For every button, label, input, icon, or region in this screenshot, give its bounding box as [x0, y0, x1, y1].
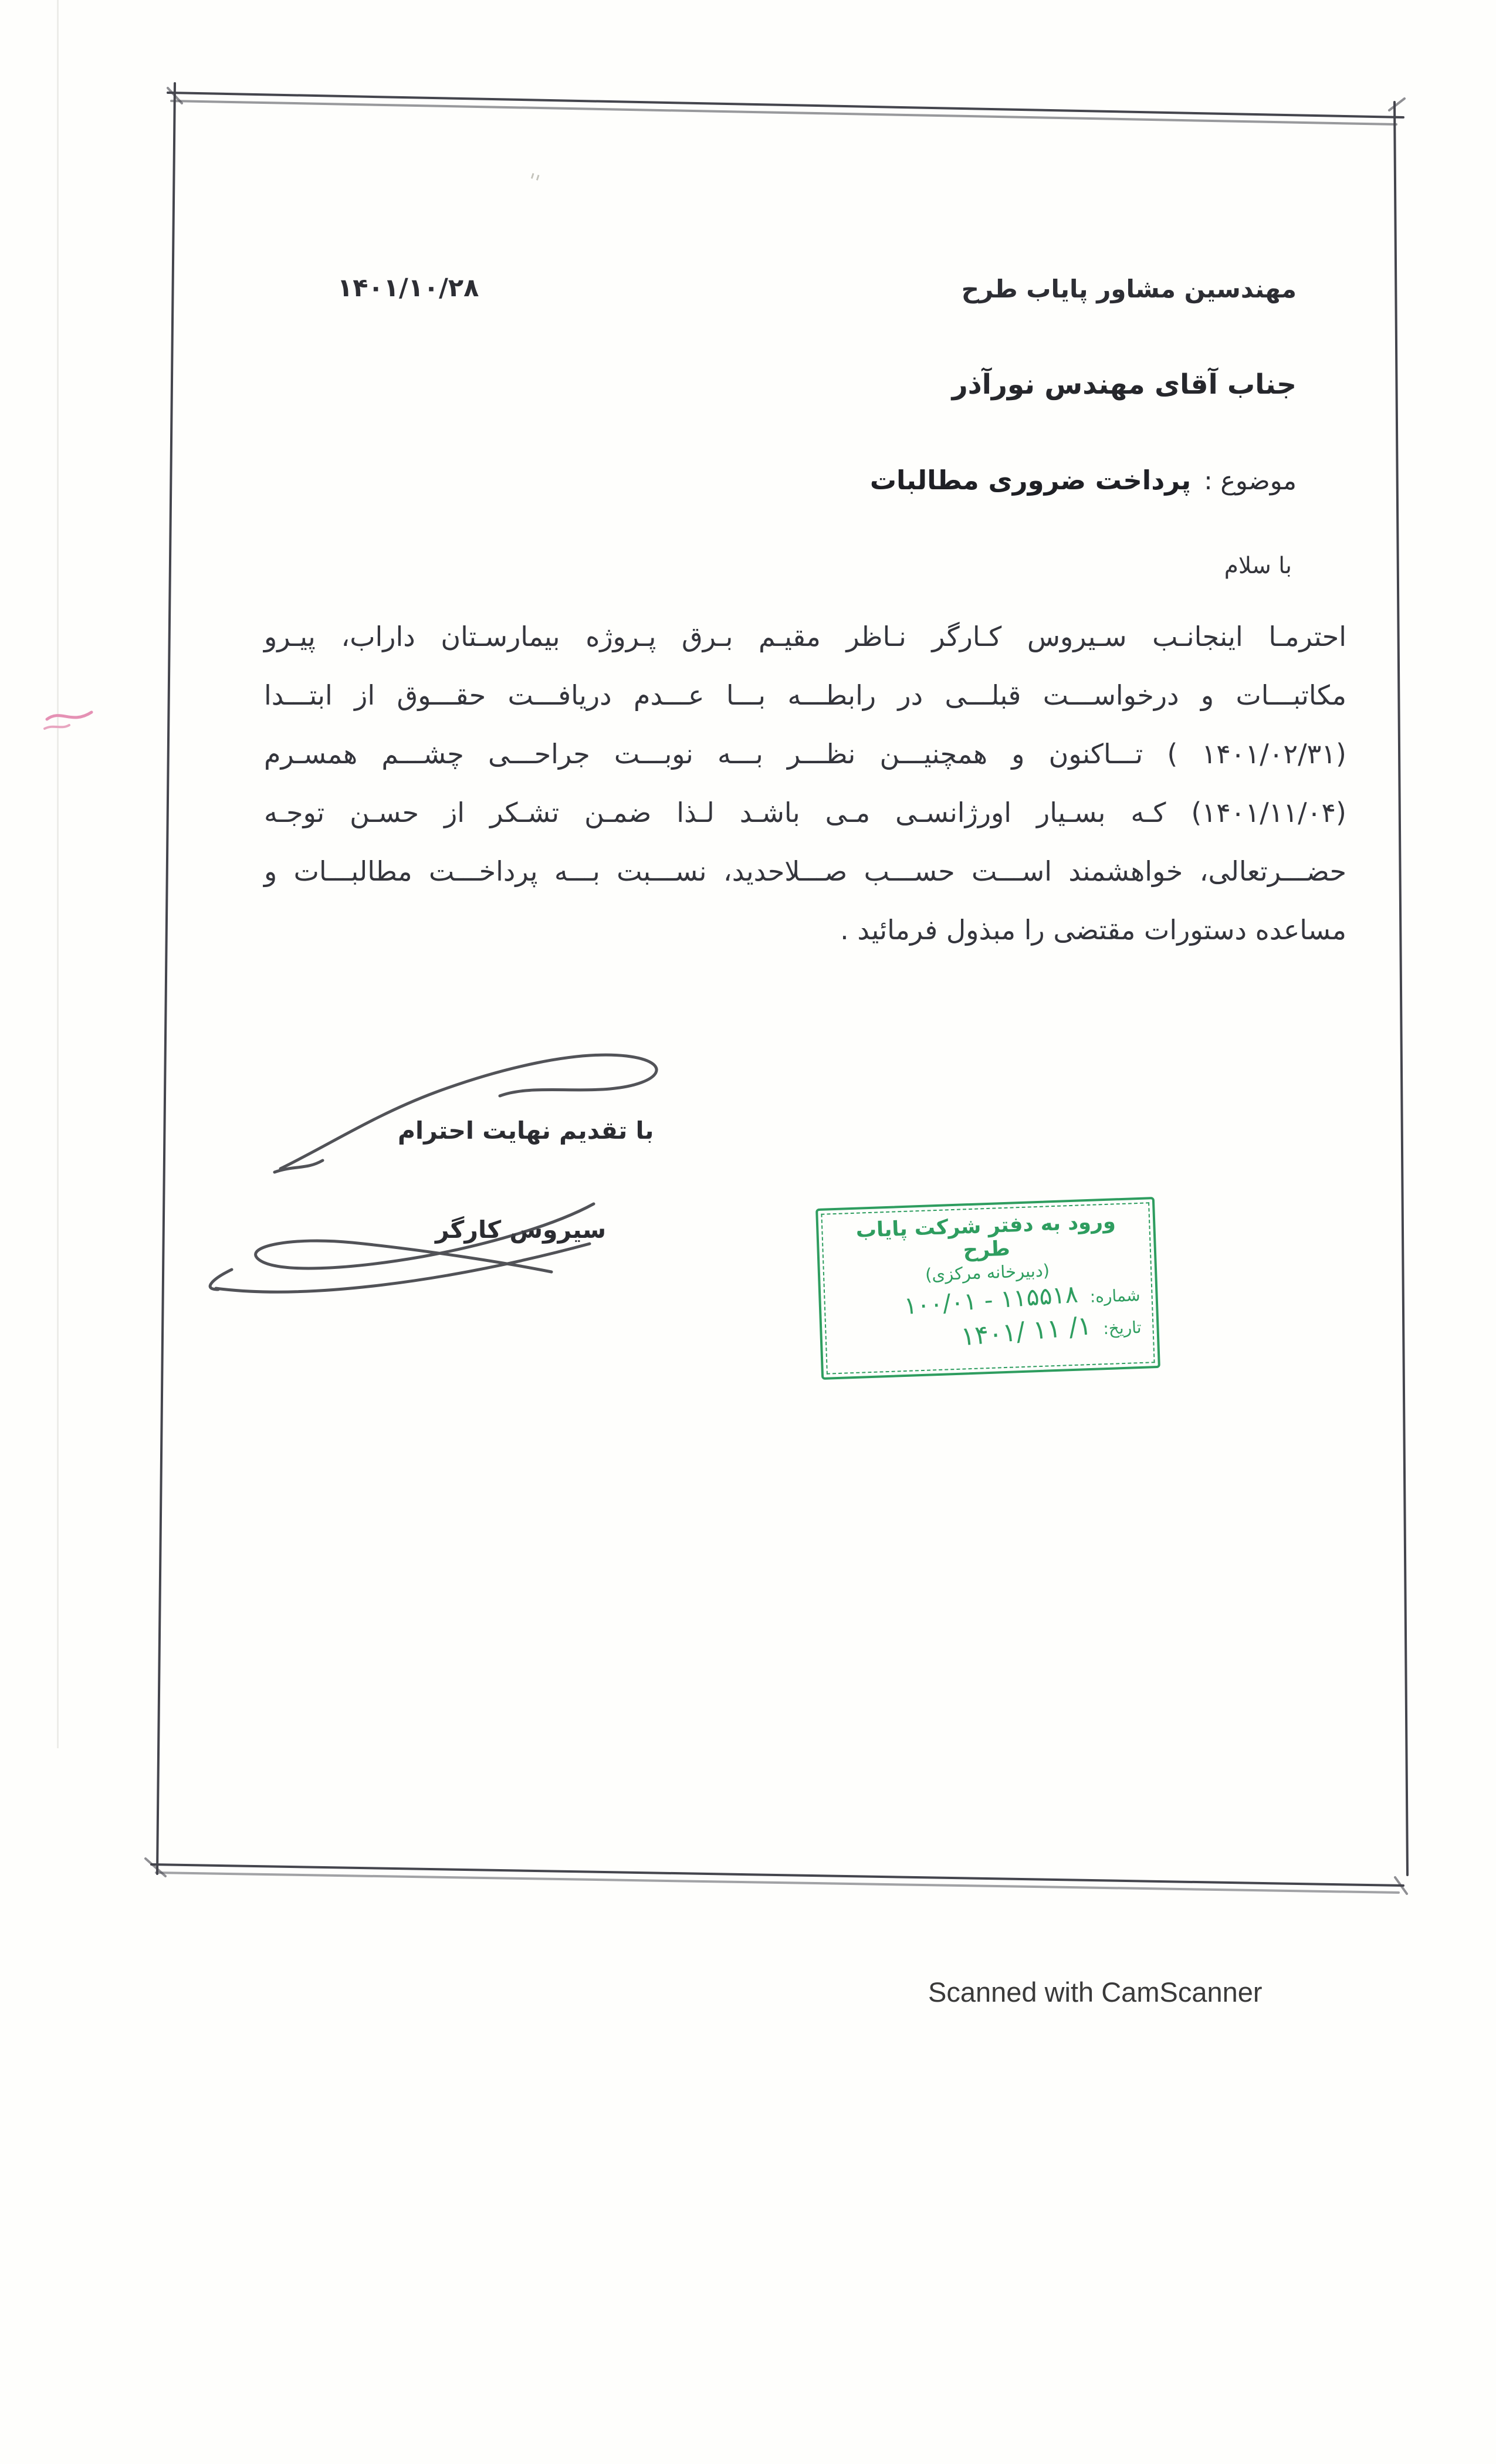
- body-line: حضـــرتعالی، خواهشمند اســـت حســـب صـــلاحدید، نســـبت بـــه پرداخـــت مطالبـــات و: [264, 855, 1346, 887]
- camscanner-watermark: Scanned with CamScanner: [928, 1976, 1263, 2008]
- subject-value: پرداخت ضروری مطالبات: [869, 465, 1192, 496]
- salutation: با سلام: [1224, 553, 1292, 579]
- stamp-title: ورود به دفتر شرکت پایاب طرح: [855, 1210, 1116, 1263]
- recipient-line: جناب آقای مهندس نورآذر: [952, 368, 1297, 401]
- subject-label: موضوع :: [1204, 466, 1297, 496]
- stamp-subtitle: (دبیرخانه مرکزی): [925, 1260, 1050, 1285]
- scan-stray-marks: '': [524, 169, 543, 195]
- stamp-date-label: تاریخ:: [1102, 1317, 1142, 1339]
- body-line: احترمـا اینجانـب سـیروس کـارگر نـاظر مقیـم بـرق پـروژه بیمارسـتان داراب، پیـرو: [264, 621, 1346, 652]
- stamp-date-row: [837, 1312, 1142, 1353]
- closing-respect: با تقدیم نهایت احترام: [398, 1116, 654, 1145]
- letter-date: ۱۴۰۱/۱۰/۲۸: [337, 273, 479, 303]
- stamp-number-label: شماره:: [1089, 1285, 1141, 1307]
- closing-signatory-name: سیروس کارگر: [435, 1216, 607, 1244]
- body-line: مکاتبـــات و درخواســـت قبلـــی در رابطـــه بـــا عـــدم دریافـــت حقـــوق از ابتـــدا: [264, 679, 1346, 711]
- office-entry-stamp: [815, 1197, 1160, 1380]
- body-line: مساعده دستورات مقتضی را مبذول فرمائید .: [840, 914, 1346, 946]
- stamp-number-value: ۱۰۰/۰۱ - ۱۱۵۵۱۸: [903, 1280, 1079, 1321]
- body-line: (۱۴۰۱/۱۱/۰۴) کـه بسـیار اورژانسـی مـی باشـد لـذا ضمـن تشـکر از حسـن توجـه: [264, 797, 1346, 828]
- company-name: مهندسین مشاور پایاب طرح: [961, 275, 1297, 303]
- body-line: (۱۴۰۱/۰۲/۳۱ ) تـــاکنون و همچنیـــن نظـــر بـــه نوبـــت جراحـــی چشـــم همسـرم: [264, 738, 1346, 770]
- stamp-date-value: ۱۴۰۱/ ۱۱ /۱: [959, 1311, 1093, 1352]
